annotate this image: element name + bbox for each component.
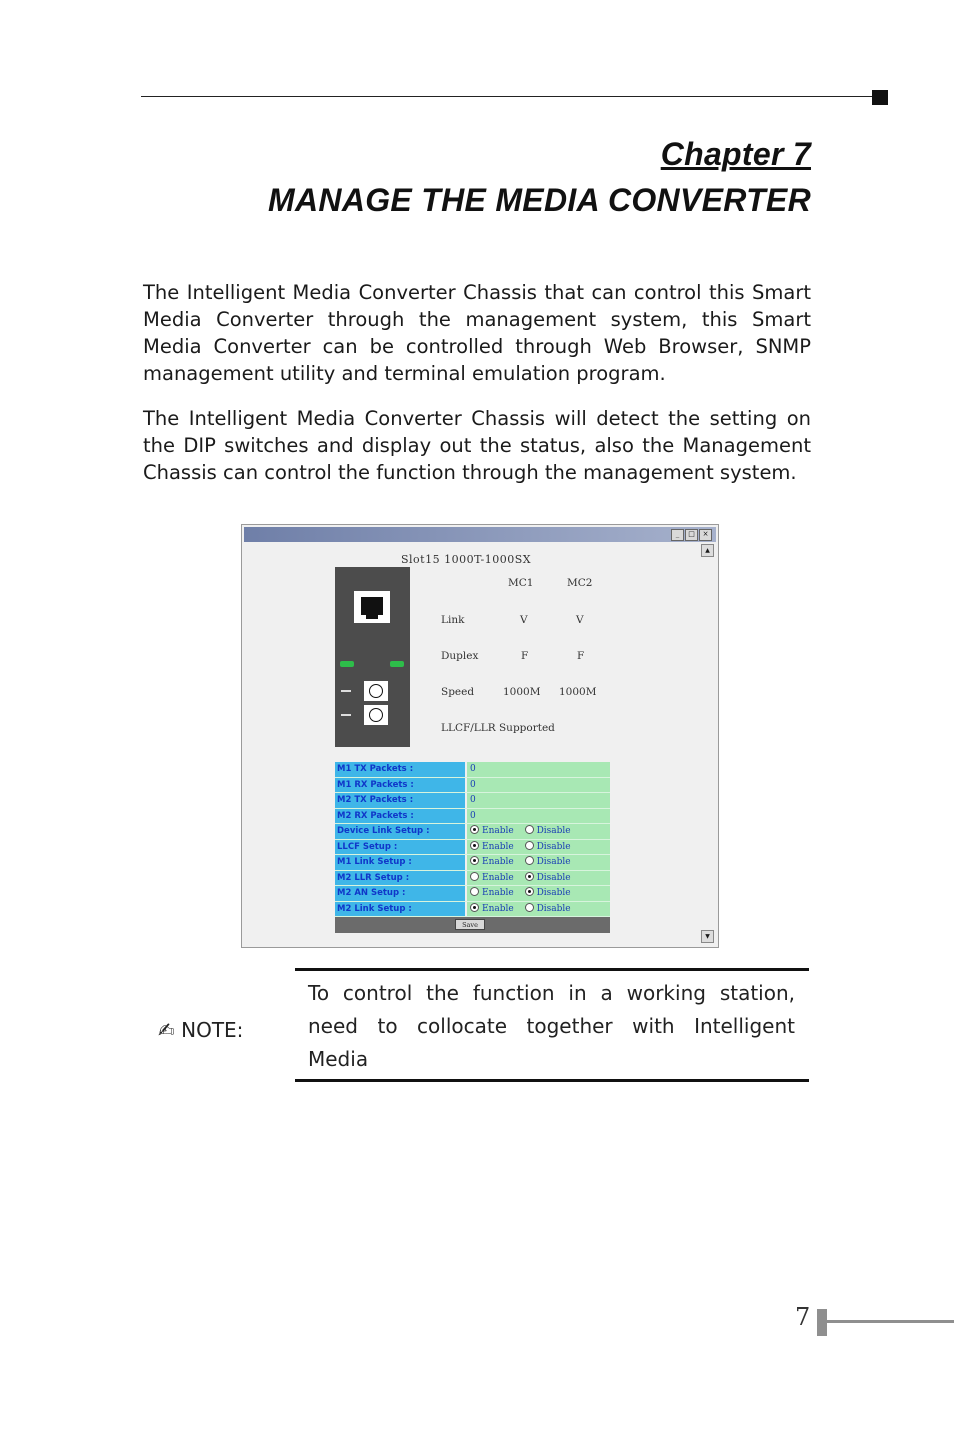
enable-option[interactable]: Enable [470,871,514,885]
rj45-port-icon [354,591,390,623]
note-label: ✍ NOTE: [158,1018,244,1042]
table-row [335,809,610,825]
status-value-speed-mc1: 1000M [503,686,541,698]
fiber-port-icon [364,681,388,701]
setup-row-m2-link [335,902,610,918]
note-top-rule [295,968,809,971]
note-text: To control the function in a working station, need to collocate together with Intelligent Media [308,981,795,1071]
enable-radio[interactable] [470,903,479,912]
close-icon[interactable]: × [699,529,712,541]
disable-radio[interactable] [525,841,534,850]
header-rule [141,96,874,97]
table-row [335,762,610,778]
browser-titlebar [244,527,716,542]
disable-radio[interactable] [525,887,534,896]
setup-label: M2 AN Setup : [335,886,465,901]
window-controls [671,529,712,541]
enable-option[interactable]: Enable [470,886,514,900]
setup-row-m2-llr [335,871,610,887]
enable-radio[interactable] [470,841,479,850]
table-row [335,778,610,794]
counter-label: M2 TX Packets : [335,793,465,808]
slot-title: Slot15 1000T-1000SX [401,553,532,566]
minimize-icon[interactable]: _ [671,529,684,541]
setup-label: M2 LLR Setup : [335,871,465,886]
converter-front-panel [335,567,410,747]
enable-radio[interactable] [470,887,479,896]
status-label-speed: Speed [441,686,475,698]
setup-label: M2 Link Setup : [335,902,465,917]
disable-option[interactable]: Disable [525,886,571,900]
page-number: 7 [795,1303,811,1331]
disable-option[interactable]: Disable [525,871,571,885]
disable-radio[interactable] [525,872,534,881]
counter-value: 0 [467,809,610,824]
setup-row-m1-link [335,855,610,871]
counter-label: M1 RX Packets : [335,778,465,793]
setup-row-m2-an [335,886,610,902]
counter-value: 0 [467,793,610,808]
web-management-screenshot [241,524,719,948]
settings-form [335,762,610,933]
setup-label: LLCF Setup : [335,840,465,855]
enable-option[interactable]: Enable [470,840,514,854]
setup-row-llcf [335,840,610,856]
disable-option[interactable]: Disable [525,824,571,838]
chapter-title: MANAGE THE MEDIA CONVERTER [268,182,811,218]
setup-label: Device Link Setup : [335,824,465,839]
status-value-link-mc2: V [576,614,584,626]
footer-bar-mark [817,1309,827,1336]
footer-rule [827,1320,954,1323]
status-label-duplex: Duplex [441,650,479,662]
counter-value: 0 [467,778,610,793]
counter-label: M1 TX Packets : [335,762,465,777]
scroll-up-arrow-icon[interactable]: ▲ [701,544,714,557]
pencil-writing-icon: ✍ [158,1018,175,1042]
save-button[interactable]: Save [455,919,485,930]
scroll-down-arrow-icon[interactable]: ▼ [701,930,714,943]
enable-radio[interactable] [470,856,479,865]
chapter-label: Chapter 7 [660,136,811,172]
fiber-port-icon [364,705,388,725]
disable-option[interactable]: Disable [525,855,571,869]
counter-value: 0 [467,762,610,777]
status-value-duplex-mc1: F [521,650,529,662]
header-square-mark [872,90,888,105]
disable-radio[interactable] [525,903,534,912]
enable-option[interactable]: Enable [470,855,514,869]
intro-paragraph-1: The Intelligent Media Converter Chassis that can control this Smart Media Converter through the management system, this Smart Media Converter can be controlled through Web Browser, SNMP management utility and terminal emulation program. [143,281,811,385]
llcf-supported-text: LLCF/LLR Supported [441,722,555,734]
note-bottom-rule [295,1079,809,1082]
enable-option[interactable]: Enable [470,902,514,916]
status-value-link-mc1: V [520,614,528,626]
status-value-duplex-mc2: F [577,650,585,662]
counter-label: M2 RX Packets : [335,809,465,824]
table-row [335,793,610,809]
status-led-icon [340,661,354,667]
form-footer [335,917,610,933]
disable-radio[interactable] [525,825,534,834]
maximize-icon[interactable]: □ [685,529,698,541]
status-value-speed-mc2: 1000M [559,686,597,698]
disable-option[interactable]: Disable [525,840,571,854]
setup-label: M1 Link Setup : [335,855,465,870]
status-label-link: Link [441,614,465,626]
disable-radio[interactable] [525,856,534,865]
column-header-mc1: MC1 [508,577,534,589]
setup-row-device-link [335,824,610,840]
intro-paragraph-2: The Intelligent Media Converter Chassis will detect the setting on the DIP switches and display out the status, also the Management Chassis can control the function through the management system. [143,407,811,484]
column-header-mc2: MC2 [567,577,593,589]
enable-radio[interactable] [470,872,479,881]
status-led-icon [390,661,404,667]
enable-option[interactable]: Enable [470,824,514,838]
enable-radio[interactable] [470,825,479,834]
disable-option[interactable]: Disable [525,902,571,916]
